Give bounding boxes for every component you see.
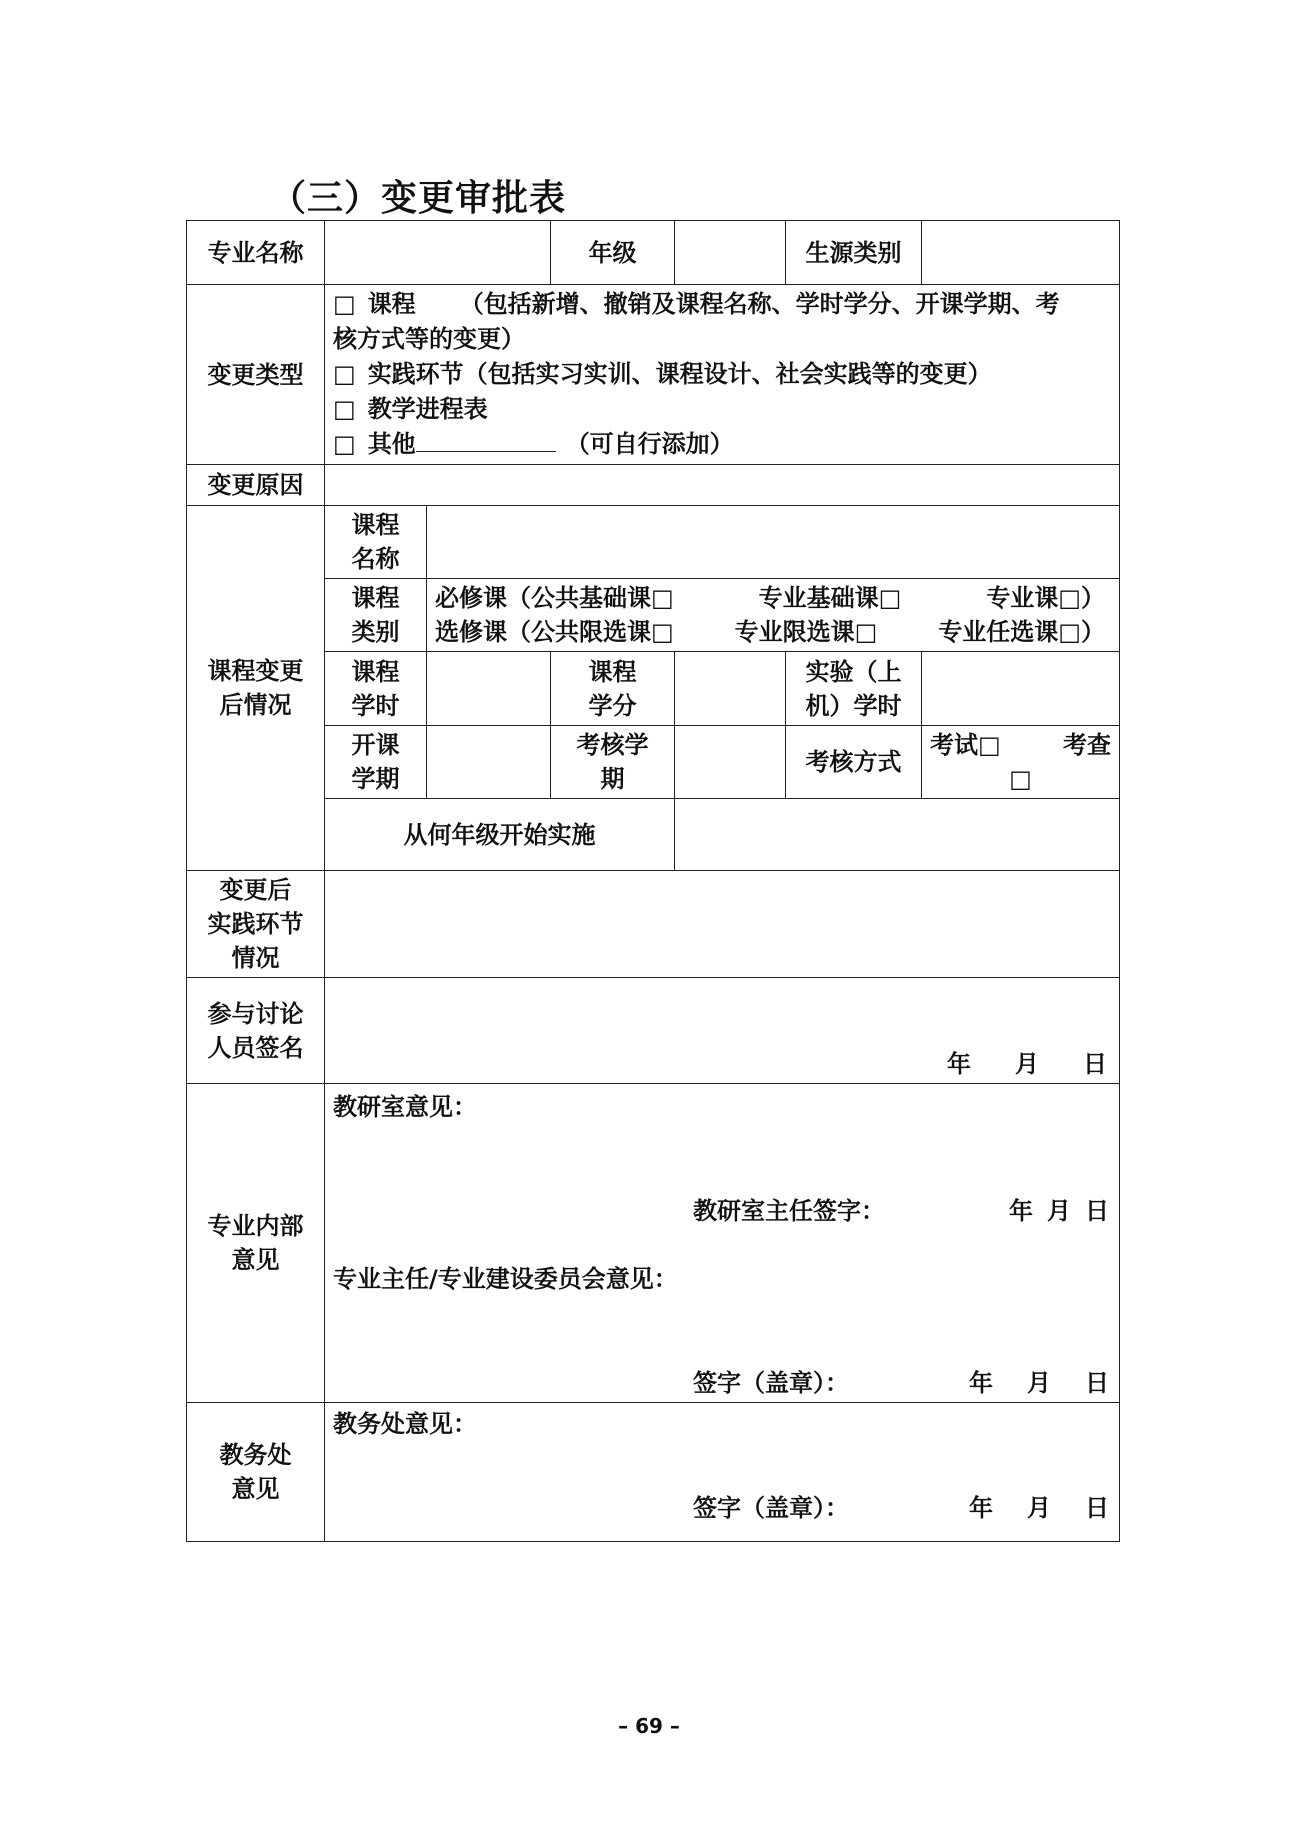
course-credit-label-line2: 学分 [588,691,637,720]
course-name-field[interactable] [427,506,1120,579]
term-label-line1: 开课 [351,731,400,759]
office-sign-line [333,1194,1111,1228]
grade-field[interactable] [675,221,786,285]
course-name-label-line2: 名称 [351,545,400,573]
major-name-label: 专业名称 [187,221,325,285]
course-after-label-line1: 课程变更 [207,657,304,685]
elective-major-limited[interactable]: 专业限选课□ [734,618,878,646]
practice-after-line2: 实践环节 [207,910,304,938]
option-course-name: 课程 [367,290,416,318]
course-credit-label [551,652,675,726]
director-sign-date [969,1366,1111,1400]
change-option-other [333,427,1111,462]
internal-opinion-field[interactable] [325,1084,1120,1403]
change-reason-field[interactable] [325,465,1120,506]
elective-public-limited[interactable]: 选修课（公共限选课□ [435,618,674,646]
lab-hours-label-line1: 实验（上 [805,657,902,686]
exam-option-test[interactable]: 考试□ [930,731,1001,759]
option-other-label: 其他 [367,430,416,458]
exam-method-options [922,726,1120,799]
checkbox-practice[interactable]: □ [333,360,356,388]
elective-major-optional[interactable]: 专业任选课□） [938,618,1105,646]
academic-sign-date [969,1491,1111,1525]
office-opinion-label: 教研室意见： [333,1093,477,1121]
internal-opinion-label [187,1084,325,1403]
change-option-practice [333,357,1111,392]
academic-opinion-line2: 意见 [231,1475,280,1503]
term-label [325,726,427,799]
date-day: 日 [1083,1050,1107,1078]
course-name-label [325,506,427,579]
checkbox-course[interactable]: □ [333,290,356,318]
option-course-desc-cont: 核方式等的变更） [333,325,525,353]
academic-opinion-text: 教务处意见： [333,1410,477,1438]
exam-term-field[interactable] [675,726,786,799]
academic-opinion-line1: 教务处 [219,1441,292,1469]
discussion-date [333,1047,1111,1081]
director-opinion-label: 专业主任/专业建设委员会意见： [333,1265,678,1293]
academic-sign-line [333,1491,1111,1525]
term-field[interactable] [427,726,551,799]
course-category-options [427,579,1120,652]
change-reason-label: 变更原因 [187,465,325,506]
option-practice-label: 实践环节（包括实习实训、课程设计、社会实践等的变更） [367,360,992,388]
director-sign-line [333,1366,1111,1400]
lab-hours-label [786,652,922,726]
source-type-field[interactable] [922,221,1120,285]
grade-label: 年级 [551,221,675,285]
office-sign-label: 教研室主任签字： [693,1197,885,1225]
date-year: 年 [1009,1197,1033,1225]
exam-term-label-line1: 考核学 [576,731,649,759]
date-month: 月 [1047,1197,1071,1225]
source-type-label: 生源类别 [786,221,922,285]
course-name-label-line1: 课程 [351,511,400,539]
course-category-label-line1: 课程 [351,584,400,612]
exam-term-label [551,726,675,799]
page-title: （三）变更审批表 [270,178,567,219]
exam-option-check-box[interactable]: □ [1009,765,1032,793]
date-year: 年 [947,1050,971,1078]
date-day: 日 [1085,1494,1109,1522]
course-credit-field[interactable] [675,652,786,726]
academic-sign-label: 签字（盖章）： [693,1494,849,1522]
other-blank-line[interactable] [416,429,556,452]
change-option-schedule [333,392,1111,427]
academic-opinion-label [187,1403,325,1542]
course-category-label-line2: 类别 [351,618,400,646]
major-name-field[interactable] [325,221,551,285]
internal-opinion-line1: 专业内部 [207,1212,304,1240]
office-sign-date [1009,1194,1111,1228]
required-course-line [435,581,1105,615]
checkbox-other[interactable]: □ [333,430,356,458]
page-number: – 69 – [618,1714,680,1738]
option-other-desc: （可自行添加） [565,430,734,458]
required-public-basic[interactable]: 必修课（公共基础课□ [435,584,674,612]
change-option-course [333,287,1111,322]
discussion-label-line1: 参与讨论 [207,999,304,1028]
internal-opinion-line2: 意见 [231,1246,280,1274]
date-month: 月 [1027,1494,1051,1522]
term-label-line2: 学期 [351,765,400,793]
lab-hours-label-line2: 机）学时 [805,691,902,720]
discussion-signature-label [187,978,325,1084]
exam-method-line1 [930,728,1111,762]
discussion-signature-field[interactable] [325,978,1120,1084]
course-category-label [325,579,427,652]
course-hours-label-line1: 课程 [351,657,400,686]
academic-opinion-field[interactable] [325,1403,1120,1542]
date-month: 月 [1027,1369,1051,1397]
change-approval-form [186,220,1120,1542]
practice-after-line1: 变更后 [219,876,292,904]
change-type-options [325,285,1120,465]
date-year: 年 [969,1494,993,1522]
checkbox-schedule[interactable]: □ [333,395,356,423]
option-course-desc: （包括新增、撤销及课程名称、学时学分、开课学期、考 [459,290,1060,318]
date-day: 日 [1085,1197,1109,1225]
exam-option-check: 考查 [1063,731,1111,759]
practice-after-field[interactable] [325,871,1120,978]
exam-method-label: 考核方式 [786,726,922,799]
required-major[interactable]: 专业课□） [986,584,1105,612]
course-after-label [187,506,325,871]
elective-course-line [435,615,1105,649]
exam-term-label-line2: 期 [600,765,625,793]
option-schedule-label: 教学进程表 [367,395,488,423]
director-sign-label: 签字（盖章）： [693,1369,849,1397]
start-grade-label: 从何年级开始实施 [325,799,675,871]
date-year: 年 [969,1369,993,1397]
course-hours-label-line2: 学时 [351,691,400,720]
practice-after-line3: 情况 [231,944,280,972]
date-day: 日 [1085,1369,1109,1397]
course-credit-label-line1: 课程 [588,657,637,686]
start-grade-field[interactable] [675,799,1120,871]
date-month: 月 [1015,1050,1039,1078]
course-hours-label [325,652,427,726]
practice-after-label [187,871,325,978]
change-type-label: 变更类型 [187,285,325,465]
course-hours-field[interactable] [427,652,551,726]
required-major-basic[interactable]: 专业基础课□ [758,584,902,612]
discussion-label-line2: 人员签名 [207,1033,304,1062]
course-after-label-line2: 后情况 [219,691,292,719]
lab-hours-field[interactable] [922,652,1120,726]
